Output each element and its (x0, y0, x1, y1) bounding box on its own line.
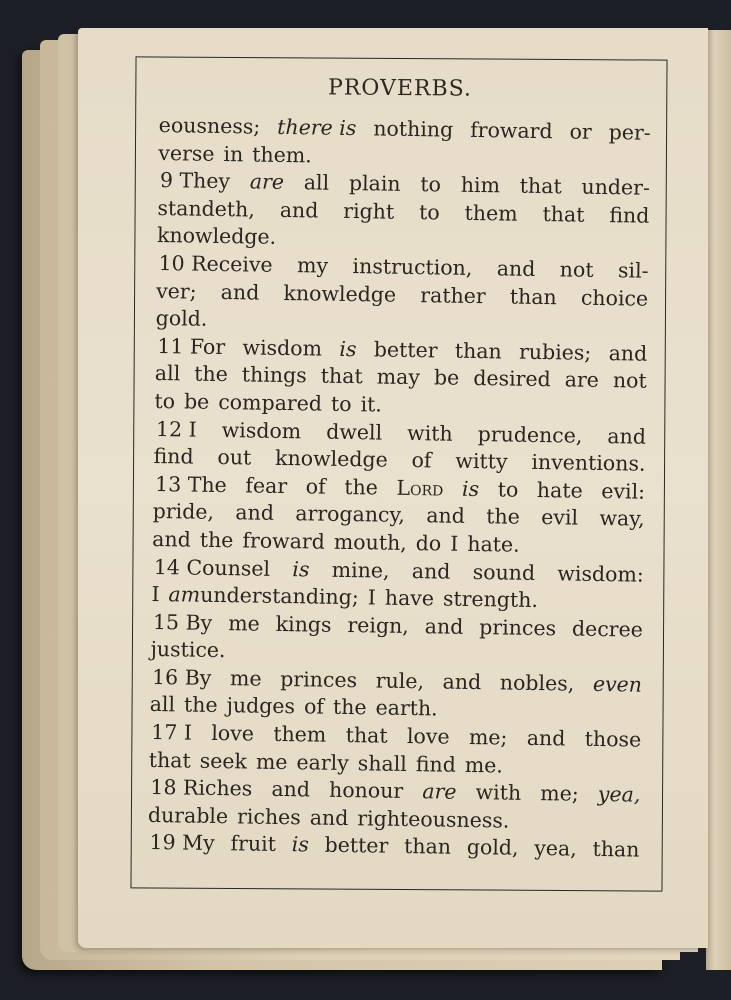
word: honour (328, 778, 404, 804)
word: me; (540, 781, 579, 806)
word: and (309, 805, 349, 830)
word: froward (242, 528, 326, 554)
word: per- (608, 120, 651, 145)
word: understanding; (200, 582, 359, 610)
word: knowledge (283, 280, 397, 307)
word: under- (581, 174, 651, 200)
italic-word: even (592, 671, 643, 697)
word: 9 They (159, 168, 231, 194)
word: gold, (466, 835, 519, 861)
word: durable (147, 802, 229, 829)
word: all (303, 170, 330, 195)
word: gold. (155, 306, 208, 331)
word: sound (472, 559, 536, 585)
word: 14 Counsel (153, 554, 271, 581)
word: rule, (375, 668, 425, 694)
word: 16 By (151, 664, 212, 690)
word: not (559, 257, 594, 282)
word: to (330, 391, 352, 416)
word: and (235, 500, 275, 526)
word: justice. (150, 637, 226, 663)
word: fear (245, 473, 288, 498)
word: seek (199, 748, 248, 774)
word: reign, (347, 612, 410, 638)
word: verse (158, 140, 215, 166)
italic-word: are (422, 779, 457, 805)
word: in (223, 141, 244, 166)
word: than (592, 837, 640, 863)
word: standeth, (157, 195, 256, 222)
word: and (526, 725, 566, 751)
word: 12 I (155, 416, 197, 442)
word: them (273, 721, 327, 747)
word: princes (479, 614, 557, 640)
word: have (384, 585, 435, 611)
word: may (376, 364, 421, 390)
word: me (227, 610, 260, 636)
word: than (509, 284, 557, 309)
word: wisdom (242, 335, 323, 361)
italic-word: is (461, 476, 480, 501)
word: 18 Riches (150, 775, 253, 801)
word: with (406, 420, 453, 446)
word: 10 Receive (158, 250, 273, 277)
word: rubies; (518, 339, 592, 365)
word: to (154, 388, 176, 414)
word: hate. (467, 531, 520, 557)
word: shall (357, 750, 408, 776)
word: instruction, (352, 254, 473, 280)
word: nobles, (499, 670, 575, 696)
word: and (608, 340, 648, 366)
word: I (151, 582, 160, 607)
word: strength. (442, 586, 539, 613)
word: better (373, 337, 438, 363)
word: be (433, 365, 460, 391)
word: way, (599, 506, 645, 531)
word: witty (455, 448, 508, 474)
word: 15 By (152, 609, 213, 635)
word: the (194, 361, 229, 387)
word: decree (571, 616, 644, 642)
word: prudence, (477, 421, 583, 448)
word: and (607, 423, 647, 449)
word: the (199, 527, 234, 553)
word: righteousness. (357, 806, 510, 833)
word: and (426, 503, 466, 529)
word: of (411, 448, 432, 473)
italic-word: am (168, 582, 201, 607)
book-gutter (706, 30, 731, 970)
word: earth. (375, 695, 438, 721)
running-head: PROVERBS. (327, 75, 473, 102)
word: fruit (230, 831, 277, 857)
word: rather (420, 282, 486, 308)
word: dwell (326, 419, 383, 445)
word: the (332, 695, 367, 720)
word: compared (218, 389, 323, 416)
word: with (475, 780, 522, 806)
word: find (415, 751, 457, 777)
word: and (411, 558, 451, 584)
word: 17 I (151, 720, 193, 745)
word: the (344, 474, 379, 500)
word: out (217, 445, 252, 470)
word: and (442, 669, 482, 695)
word: or (569, 119, 592, 144)
word: that (519, 173, 562, 199)
word: kings (275, 611, 332, 637)
italic-word: yea, (597, 782, 641, 807)
word: evil: (601, 478, 646, 504)
word: inventions. (531, 450, 646, 476)
word: mouth, (333, 529, 407, 555)
word: him (460, 172, 501, 198)
word: I (450, 531, 459, 556)
word: that (148, 747, 191, 773)
word: arrogancy, (295, 501, 406, 528)
word: 11 For (157, 333, 226, 359)
word: it. (360, 392, 383, 417)
word: the (183, 692, 218, 718)
word: sil- (617, 258, 649, 283)
word: eousness; (158, 112, 261, 139)
word: ver; (156, 278, 197, 304)
word: be (183, 389, 210, 414)
word: knowledge. (156, 223, 277, 250)
word: me. (464, 752, 504, 778)
scripture-text (147, 112, 651, 865)
word: yea, (534, 836, 577, 862)
word: and (271, 777, 311, 802)
italic-word: is (292, 556, 310, 581)
word: plain (348, 171, 401, 196)
word: 19 My (149, 830, 215, 856)
word: better (324, 833, 389, 859)
small-caps-word: Lord (396, 475, 444, 501)
word: 13 The (154, 471, 227, 497)
word: things (241, 362, 307, 388)
word: hate (536, 477, 583, 503)
word: than (403, 834, 452, 860)
word: froward (469, 117, 553, 144)
word: me (255, 749, 288, 774)
italic-word: is (291, 832, 310, 857)
word: to (418, 199, 440, 225)
word: to (420, 172, 442, 197)
word: are (564, 367, 600, 393)
word: of (303, 694, 325, 720)
word: pride, (152, 499, 215, 525)
italic-word: there is (277, 114, 357, 141)
word: that (345, 723, 388, 748)
word: riches (236, 804, 302, 830)
word: I (367, 585, 377, 610)
word: than (454, 338, 502, 364)
word: to (497, 477, 519, 502)
word: that (320, 363, 363, 389)
word: desired (473, 366, 551, 392)
word: find (153, 444, 194, 469)
word: love (406, 724, 450, 749)
word: choice (580, 285, 649, 311)
word: find (609, 202, 650, 228)
word: and (279, 197, 319, 223)
word: my (296, 253, 329, 278)
word: and (424, 613, 464, 639)
word: wisdom (221, 417, 302, 443)
word: me (229, 666, 262, 691)
word: love (211, 720, 255, 746)
word: of (305, 474, 326, 499)
word: and (496, 256, 536, 281)
word: judges (226, 693, 296, 719)
word: right (343, 198, 395, 224)
word: all (154, 361, 181, 386)
word: and (220, 279, 260, 305)
word: early (296, 749, 349, 775)
word: mine, (331, 557, 390, 583)
word: those (584, 726, 642, 752)
word: nothing (373, 116, 454, 142)
italic-word: is (339, 336, 357, 361)
word: and (152, 526, 192, 552)
word: not (612, 368, 647, 394)
word: me; (468, 725, 508, 750)
word: all (149, 692, 176, 717)
word: evil (541, 505, 579, 530)
word: do (415, 530, 442, 556)
italic-word: are (249, 169, 285, 195)
word: them (464, 200, 518, 226)
word: knowledge (274, 445, 388, 472)
word: them. (252, 142, 313, 167)
word: that (542, 201, 585, 227)
word: princes (280, 666, 358, 693)
word: wisdom: (557, 560, 644, 587)
word: the (486, 504, 521, 530)
